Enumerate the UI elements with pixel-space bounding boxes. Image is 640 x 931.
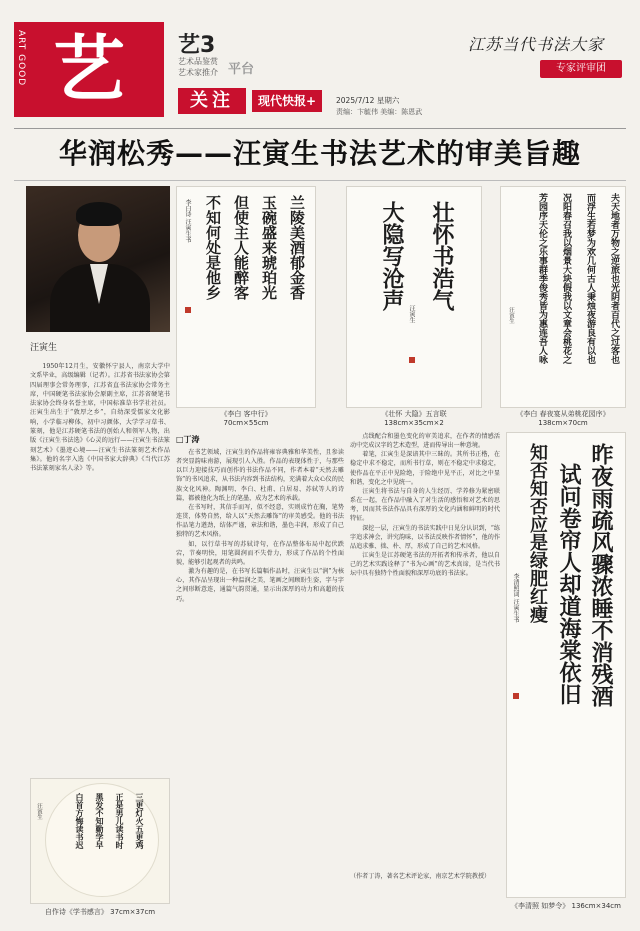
author-note: （作者丁涛，著名艺术评论家，南京艺术学院教授） [350,873,491,880]
headline-rule [14,180,626,181]
article-col-2-paragraph: 汪寅生将书法与自身的人生经历、学养修为紧密联系在一起，在作品中融入了对生活的感悟和对艺术的思考，因而其书法作品具有深厚的文化内涵和鲜明的时代特征。 [350,487,500,523]
artwork-2-line-0: 大隐写沧声 [379,201,405,311]
article-col-2-paragraph: 点线配合和墨色变化的审美追求，在作者的情感活动中完成汉字的艺术造型，进而传导出一种意境。 [350,433,500,450]
artwork-2-sign: 汪寅生 [408,305,415,323]
artwork-5-seal [513,693,519,699]
logo-block [14,22,164,117]
artwork-2 [346,186,482,408]
artwork-3-line-3: 芳园序天伦之乐事群季俊秀皆为惠连吾人咏 [537,193,547,364]
artwork-4-line-3: 白首方悔读书迟 [75,793,85,849]
focus-label: 关注 [178,88,246,114]
artwork-1-line-1: 玉碗盛来琥珀光 [260,195,278,300]
artwork-5-sign: 李清照词 汪寅生书 [512,573,519,623]
article-col-2 [350,432,500,868]
article-col-1-paragraph: 在书艺领域，汪寅生的作品将雍容典雅和华美性，且参读者突显韵味南游，展现引人入胜。作品的表现体性于，与那些以巨力迎接技巧而创作的书法作品不同，作者本着“天然去雕饰”的书风追求，从书法内容到书法结构，充满着大众心仪的民族文化风神。陶渊明、李白、杜甫、白居易、苏轼等人的诗篇，都被他化为纸上的笔墨，成为艺术的承载。 [176,449,344,502]
headline: 华润松秀——汪寅生书法艺术的审美旨趣 [58,137,581,170]
artwork-2-title: 《壮怀 大隐》五言联 [381,410,447,418]
artwork-2-line-1: 壮怀书浩气 [429,201,455,311]
artwork-4-sign: 汪寅生 [36,803,42,820]
artwork-3-sign: 汪寅生 [508,307,514,324]
artwork-1-line-3: 不知何处是他乡 [204,195,222,300]
artwork-4 [30,778,170,904]
artwork-4-line-2: 黑发不知勤学早 [95,793,105,849]
artwork-2-size: 138cm×35cm×2 [384,419,444,427]
author-bio: 1950年12月生，安徽怀宁县人，南京大学中文系毕业，高级编辑（记者）。江苏省书法家协会第四届理事会常务理事，江苏省直书法家协会常务主席，中国硬笔书法家协会原副主席，江苏省硬笔书法家协会终身名誉主席，中国标准草书学社社员。汪寅生出生于“敦厚之乡”，自幼深受儒家文化影响，小学临习柳体，初中习颜体，大学学习草书、篆刻，他是江苏硬笔书法的创始人和领军人物，出版《汪寅生书法选》《心灵的远行——汪寅生书法篆刻艺术》《墨迹心境——汪寅生书法篆刻艺术作品集》。他的名字入选《中国书家大辞典》《当代江苏书法篆刻家名人录》等。 [30,363,170,473]
artwork-5-line-0: 昨夜雨疏风骤浓睡不消残酒 [588,443,614,707]
portrait-caption: 汪寅生 [30,343,58,353]
artwork-4-size: 37cm×37cm [110,908,156,916]
artwork-4-line-0: 三更灯火五更鸡 [135,793,145,849]
artwork-1-line-2: 但使主人能醉客 [232,195,250,300]
article-col-2-paragraph: 着笔，江寅生是深谙其中三昧的。其所书正楷，在稳定中求不稳定，而所书行草，则在不稳定中求稳定，使作品在平正中见险绝，于险绝中见平正，对比之中显和谐，变化之中见统一。 [350,451,500,486]
section-title: 艺3 [178,33,216,58]
artwork-5-caption [506,902,626,911]
panel-badge: 专家评审团 [540,60,622,78]
paper-tag: 现代快报+ [252,90,322,112]
editors-line: 责编：卞毓伟 美编：陈恩武 [336,108,423,116]
artwork-5-size: 136cm×34cm [571,902,621,910]
artwork-5-title: 《李清照 如梦令》 [511,902,570,910]
artwork-1-size: 70cm×55cm [223,419,269,427]
artwork-2-caption [346,410,482,428]
artwork-4-caption [30,908,170,917]
artwork-3-line-1: 而浮生若梦为欢几何古人秉烛夜游良有以也 [585,193,595,364]
series-brand: 江苏当代书法大家 [468,35,605,54]
article-byline: □丁涛 [176,435,200,444]
artwork-1-line-0: 兰陵美酒郁金香 [288,195,306,300]
masthead-rule [14,128,626,129]
issue-date: 2025/7/12 星期六 [336,96,400,105]
logo-side-text: ART GOOD [16,30,26,87]
article-col-1-paragraph: 如，以行草书写的苏轼诗句，在作品整体布局中起伏跌宕，节奏明快，用笔圆润而不失骨力，形成了作品的个性面貌，能够引起观者的共鸣。 [176,540,344,566]
artwork-3-size: 138cm×70cm [538,419,588,427]
artwork-5-line-1: 试问卷帘人却道海棠依旧 [556,463,582,705]
article-col-1-paragraph: 在书写时，其信手而写，似不经意，实则成竹在胸，笔势连贯，体势自然，给人以“天然去雕饰”的审美感受。他的书法作品笔力遒劲，结体严谨，章法和谐，墨色丰润，形成了自己独特的艺术风格。 [176,503,344,539]
artwork-1-caption [176,410,316,428]
artwork-5 [506,432,626,898]
artwork-4-line-1: 正是男儿读书时 [115,793,125,849]
artwork-4-title: 自作诗《学书感言》 [44,908,108,916]
logo-char: 艺 [52,27,125,111]
section-subtitle: 艺术品鉴赏 艺术家推介 [178,57,218,77]
artwork-3-title: 《李白 春夜宴从弟桃花园序》 [516,410,610,418]
artwork-2-seal [409,357,415,363]
author-portrait [26,186,170,332]
artwork-5-line-2: 知否知否应是绿肥红瘦 [527,443,548,623]
article-col-1-paragraph: 激为有趣的是，在书写长篇幅作品时，汪寅生以“润”为核心，其作品呈现出一种温润之美，笔画之间顾盼生姿，字与字之间形断意连，通篇气韵贯通，显示出深厚的功力和高超的技巧。 [176,568,344,603]
article-col-1 [176,448,344,880]
artwork-3-caption [500,410,626,428]
artwork-1-sign: 李白诗 汪寅生书 [184,199,191,243]
article-col-2-paragraph: 深挖一层，汪寅生的书法实践中日见分认识到，“练字追求神会，讲究韵味，以书法反映作者情怀”，他的作品追求雅、拙、朴、厚，形成了自己的艺术风格。 [350,524,500,550]
artwork-3-line-0: 夫天地者万物之逆旅也光阴者百代之过客也 [609,193,619,364]
artwork-3 [500,186,626,408]
artwork-1-title: 《李白 客中行》 [220,410,272,418]
platform-label: 平台 [228,62,255,77]
artwork-1 [176,186,316,408]
article-col-2-paragraph: 江寅生是江苏硬笔书法的开拓者和传承者，他以自己的艺术实践诠释了“书为心画”的艺术真谛，是当代书坛中具有独特个性面貌和深厚功底的书法家。 [350,552,500,578]
artwork-1-seal [185,307,191,313]
artwork-3-line-2: 况阳春召我以烟景大块假我以文章会桃花之 [561,193,571,364]
